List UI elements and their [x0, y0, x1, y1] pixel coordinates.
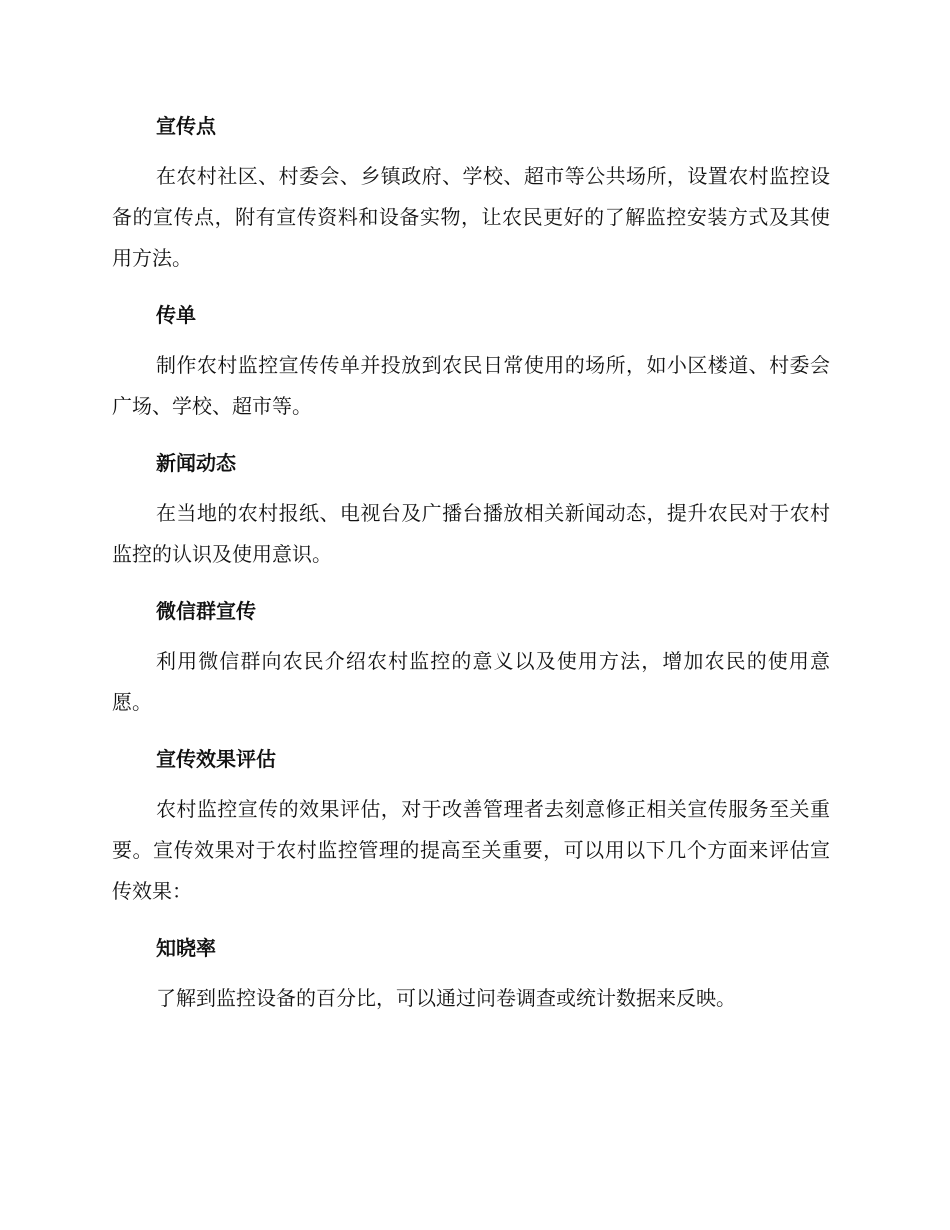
section-propaganda-points: [112, 104, 830, 279]
section-paragraph: 利用微信群向农民介绍农村监控的意义以及使用方法，增加农民的使用意愿。: [112, 649, 830, 714]
section-paragraph: 在农村社区、村委会、乡镇政府、学校、超市等公共场所，设置农村监控设备的宣传点，附有宣传资料和设备实物，让农民更好的了解监控安装方式及其使用方法。: [112, 164, 830, 270]
section-paragraph: 在当地的农村报纸、电视台及广播台播放相关新闻动态，提升农民对于农村监控的认识及使用意识。: [112, 501, 830, 566]
section-heading: 微信群宣传: [156, 599, 256, 623]
section-paragraph: 制作农村监控宣传传单并投放到农民日常使用的场所，如小区楼道、村委会广场、学校、超市等。: [112, 353, 830, 418]
section-news: [112, 441, 830, 575]
section-paragraph: 了解到监控设备的百分比，可以通过问卷调查或统计数据来反映。: [156, 986, 736, 1010]
section-wechat-group: [112, 589, 830, 723]
section-heading: 新闻动态: [156, 451, 236, 475]
section-effect-evaluation: [112, 737, 830, 912]
section-awareness-rate: [112, 926, 830, 1019]
section-heading: 知晓率: [156, 936, 216, 960]
section-paragraph: 农村监控宣传的效果评估，对于改善管理者去刻意修正相关宣传服务至关重要。宣传效果对于农村监控管理的提高至关重要，可以用以下几个方面来评估宣传效果：: [112, 797, 830, 903]
document-content: [112, 104, 830, 1033]
section-leaflets: [112, 293, 830, 427]
section-heading: 传单: [156, 303, 196, 327]
section-heading: 宣传效果评估: [156, 747, 276, 771]
section-heading: 宣传点: [156, 114, 216, 138]
